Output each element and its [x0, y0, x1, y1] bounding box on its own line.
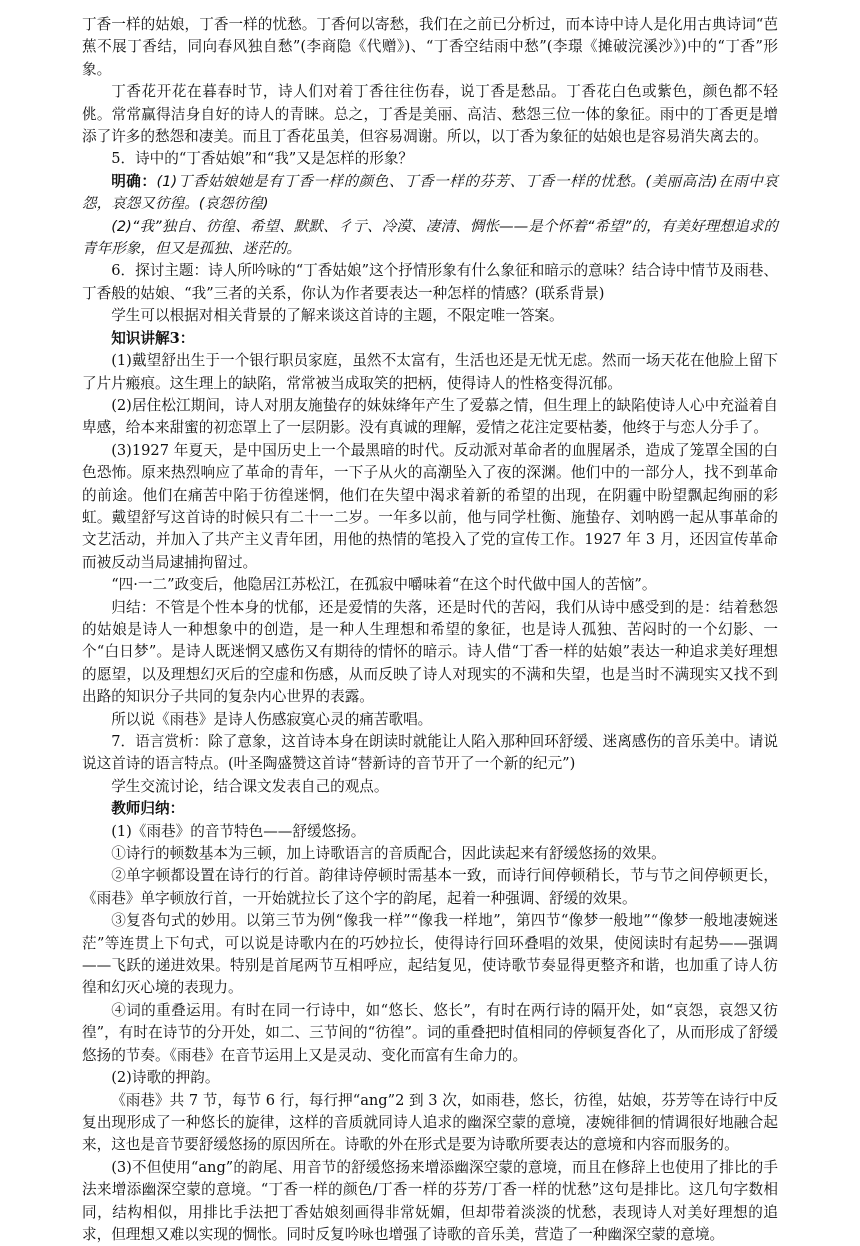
paragraph: (1)《雨巷》的音节特色——舒缓悠扬。 — [111, 822, 366, 840]
paragraph: (2)居住松江期间，诗人对朋友施蛰存的妹妹绛年产生了爱慕之情，但生理上的缺陷使诗人心中充溢着自卑感，给本来甜蜜的初恋罩上了一层阴影。没有真诚的理解，爱情之花注定要枯萎，他终于与恋人分手了。 — [82, 396, 778, 437]
answer-5-part-1 — [82, 171, 778, 216]
paragraph: ③复沓句式的妙用。以第三节为例“像我一样”“像我一样地”，第四节“像梦一般地”“像梦一般地凄婉迷茫”等连贯上下句式，可以说是诗歌内在的巧妙拉长，使得诗行回环叠唱的效果，使阅读时有起势——强调——飞跃的递进效果。特别是首尾两节互相呼应，起结复见，使诗歌节奏显得更整齐和谐，也加重了诗人彷徨和幻灭心境的表现力。 — [82, 912, 778, 997]
answer-lead: 明确： — [111, 172, 157, 190]
paragraph: 《雨巷》共 7 节，每节 6 行，每行押“ang”2 到 3 次，如雨巷，悠长，彷徨，姑娘，芬芳等在诗行中反复出现形成了一种悠长的旋律，这样的音质就同诗人追求的幽深空蒙的意境，凄婉徘徊的情调很好地融合起来，这也是音节要舒缓悠扬的原因所在。诗歌的外在形式是要为诗歌所要表达的意境和内容而服务的。 — [82, 1091, 778, 1154]
paragraph: 丁香花开花在暮春时节，诗人们对着丁香往往伤春，说丁香是愁品。丁香花白色或紫色，颜色都不轻佻。常常赢得洁身自好的诗人的青睐。总之，丁香是美丽、高洁、愁怨三位一体的象征。雨中的丁香更是增添了许多的愁怨和凄美。而且丁香花虽美，但容易凋谢。所以，以丁香为象征的姑娘也是容易消失离去的。 — [82, 83, 778, 146]
question-6: 6．探讨主题：诗人所吟咏的“丁香姑娘”这个抒情形象有什么象征和暗示的意味？结合诗中情节及雨巷、丁香般的姑娘、“我”三者的关系，你认为作者要表达一种怎样的情感？(联系背景) — [82, 262, 778, 302]
paragraph: 学生可以根据对相关背景的了解来谈这首诗的主题，不限定唯一答案。 — [111, 307, 564, 325]
paragraph: ①诗行的顿数基本为三顿，加上诗歌语言的音质配合，因此读起来有舒缓悠扬的效果。 — [111, 845, 666, 863]
section-heading: 教师归纳： — [111, 800, 185, 818]
paragraph: (3)不但使用“ang”的韵尾、用音节的舒缓悠扬来增添幽深空蒙的意境，而且在修辞上也使用了排比的手法来增添幽深空蒙的意境。“丁香一样的颜色/丁香一样的芬芳/丁香一样的忧愁”这句是排比。这几句字数相同，结构相似，用排比手法把丁香姑娘刻画得非常妩媚，但却带着淡淡的忧愁，表现诗人对美好理想的追求，但理想又难以实现的惆怅。同时反复吟咏也增强了诗歌的音乐美，营造了一种幽深空蒙的意境。 — [82, 1158, 778, 1243]
paragraph: ④词的重叠运用。有时在同一行诗中，如“悠长、悠长”，有时在两行诗的隔开处，如“哀怨，哀怨又彷徨”，有时在诗节的分开处，如二、三节间的“彷徨”。词的重叠把时值相同的停顿复沓化了，从而形成了舒缓悠扬的节奏。《雨巷》在音节运用上又是灵动、变化而富有生命力的。 — [82, 1001, 778, 1064]
paragraph: (2)诗歌的押韵。 — [111, 1069, 220, 1087]
question-5: 5．诗中的“丁香姑娘”和“我”又是怎样的形象？ — [111, 150, 414, 168]
paragraph: 丁香一样的姑娘，丁香一样的忧愁。丁香何以寄愁，我们在之前已分析过，而本诗中诗人是化用古典诗词“芭蕉不展丁香结，同向春风独自愁”(李商隐《代赠》)、“丁香空结雨中愁”(李璟《摊破浣溪沙》)中的“丁香”形象。 — [82, 16, 778, 78]
paragraph: 所以说《雨巷》是诗人伤感寂寞心灵的痛苦歌唱。 — [111, 710, 433, 728]
paragraph: (3)1927 年夏天，是中国历史上一个最黑暗的时代。反动派对革命者的血腥屠杀，造成了笼罩全国的白色恐怖。原来热烈响应了革命的青年，一下子从火的高潮坠入了夜的深渊。他们中的一部分人，找不到革命的前途。他们在痛苦中陷于彷徨迷惘，他们在失望中渴求着新的希望的出现，在阴霾中盼望飘起绚丽的彩虹。戴望舒写这首诗的时候只有二十一二岁。一年多以前，他与同学杜衡、施蛰存、刘呐鸥一起从事革命的文艺活动，并加入了共产主义青年团，用他的热情的笔投入了党的宣传工作。1927 年 3 月，还因宣传革命而被反动当局逮捕拘留过。 — [82, 441, 778, 571]
paragraph: 归结：不管是个性本身的忧郁，还是爱情的失落，还是时代的苦闷，我们从诗中感受到的是：结着愁怨的姑娘是诗人一种想象中的创造，是一种人生理想和希望的象征，也是诗人孤独、苦闷时的一个幻影、一个“白日梦”。是诗人既迷惘又感伤又有期待的情怀的暗示。诗人借“丁香一样的姑娘”表达一种追求美好理想的愿望，以及理想幻灭后的空虚和伤感，从而反映了诗人对现实的不满和失望，也是当时不满现实又找不到出路的知识分子共同的复杂内心世界的表露。 — [82, 598, 778, 706]
question-7: 7．语言赏析：除了意象，这首诗本身在朗读时就能让人陷入那种回环舒缓、迷离感伤的音乐美中。请说说这首诗的语言特点。(叶圣陶盛赞这首诗“替新诗的音节开了一个新的纪元”) — [82, 733, 778, 773]
paragraph: 学生交流讨论，结合课文发表自己的观点。 — [111, 777, 389, 795]
paragraph: (1)戴望舒出生于一个银行职员家庭，虽然不太富有，生活也还是无忧无虑。然而一场天花在他脸上留下了片片瘢痕。这生理上的缺陷，常常被当成取笑的把柄，使得诗人的性格变得沉郁。 — [82, 352, 778, 392]
paragraph: ②单字顿都设置在诗行的行首。韵律诗停顿时需基本一致，而诗行间停顿稍长，节与节之间停顿更长，《雨巷》单字顿放行首，一开始就拉长了这个字的韵尾，起着一种强调、舒缓的效果。 — [82, 867, 778, 907]
answer-5-part-2: (2)“我”独自、彷徨、希望、默默、彳亍、冷漠、凄清、惆怅——是个怀着“希望”的，有美好理想追求的青年形象，但又是孤独、迷茫的。 — [82, 217, 778, 258]
paragraph: “四·一二”政变后，他隐居江苏松江，在孤寂中嚼味着“在这个时代做中国人的苦恼”。 — [111, 576, 657, 594]
section-heading: 知识讲解3： — [111, 329, 195, 347]
answer-text: (1)丁香姑娘她是有丁香一样的颜色、丁香一样的芬芳、丁香一样的忧愁。(美丽高洁)在雨中哀怨，哀怨又彷徨。(哀怨彷徨) — [82, 172, 778, 213]
